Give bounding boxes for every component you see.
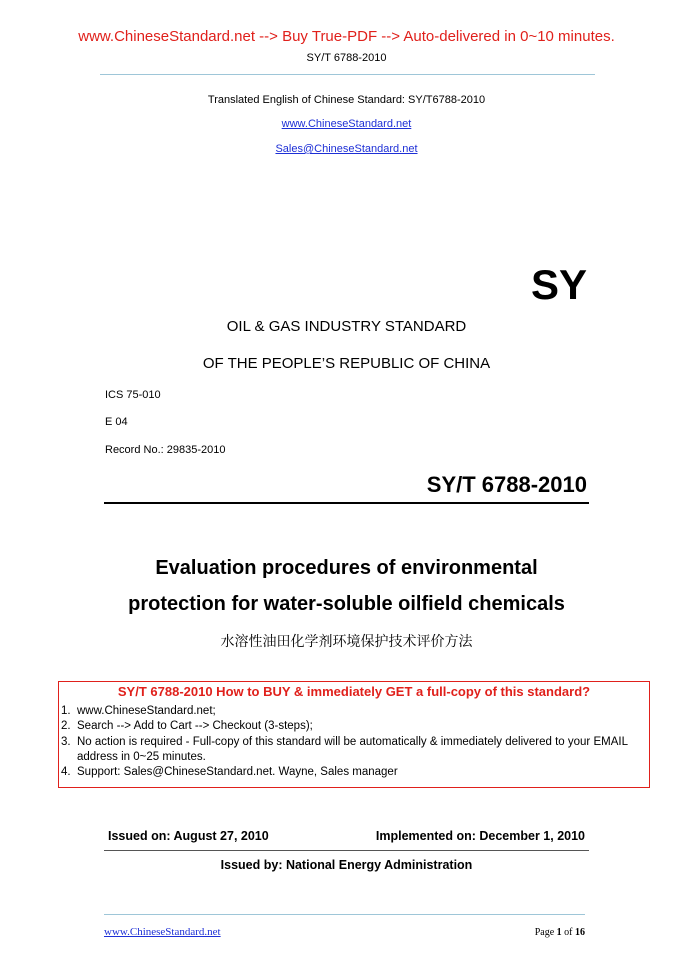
sy-mark: SY [530, 261, 587, 308]
website-link[interactable]: www.ChineseStandard.net [281, 118, 412, 130]
issued-date: Issued on: August 27, 2010 [108, 829, 269, 843]
list-item [61, 719, 646, 734]
list-number: 4. [61, 766, 71, 779]
list-item [61, 765, 646, 780]
translated-note: Translated English of Chinese Standard: SY/T6788-2010 [207, 94, 486, 106]
chinese-title: 水溶性油田化学剂环境保护技术评价方法 [220, 634, 473, 650]
implemented-date: Implemented on: December 1, 2010 [375, 829, 585, 843]
document-title-line2: protection for water-soluble oilfield chemicals [128, 593, 565, 615]
email-link-wrapper [0, 143, 693, 155]
industry-standard-line2: OF THE PEOPLE’S REPUBLIC OF CHINA [202, 355, 491, 372]
page-total: 16 [575, 927, 585, 938]
page-current: 1 [556, 927, 562, 938]
standard-code: SY/T 6788-2010 [426, 472, 587, 497]
header-divider [100, 74, 595, 75]
list-item [61, 704, 646, 719]
email-link[interactable]: Sales@ChineseStandard.net [275, 143, 418, 155]
footer-website-link[interactable]: www.ChineseStandard.net [104, 926, 221, 938]
record-number: Record No.: 29835-2010 [105, 444, 226, 456]
top-banner: www.ChineseStandard.net --> Buy True-PDF --> Auto-delivered in 0~10 minutes. [78, 28, 615, 45]
industry-standard-line1: OIL & GAS INDUSTRY STANDARD [226, 318, 467, 335]
list-item [61, 735, 646, 766]
e-code: E 04 [105, 416, 128, 428]
list-number: 1. [61, 705, 71, 717]
page-number [535, 927, 585, 938]
buy-steps-list [61, 704, 646, 780]
title-divider [104, 502, 589, 504]
list-text: Search --> Add to Cart --> Checkout (3-steps); [77, 720, 313, 733]
buy-info-title: SY/T 6788-2010 How to BUY & immediately GET a full-copy of this standard? [117, 684, 591, 699]
list-text: www.ChineseStandard.net; [77, 705, 216, 717]
issued-divider [104, 850, 589, 851]
document-title-line1: Evaluation procedures of environmental [155, 557, 538, 579]
issuing-authority: Issued by: National Energy Administration [220, 858, 473, 872]
header-standard-code: SY/T 6788-2010 [306, 52, 387, 64]
list-number: 2. [61, 720, 71, 733]
list-number: 3. [61, 735, 71, 748]
page-of: of [561, 927, 575, 938]
list-text: Support: Sales@ChineseStandard.net. Wayne, Sales manager [77, 766, 398, 779]
list-text: No action is required - Full-copy of this standard will be automatically & immediately delivered to your EMAIL address in 0~25 minutes. [77, 735, 628, 763]
website-link-wrapper [0, 118, 693, 130]
ics-code: ICS 75-010 [105, 389, 161, 401]
page-prefix: Page [534, 927, 557, 938]
footer-divider [104, 914, 585, 915]
